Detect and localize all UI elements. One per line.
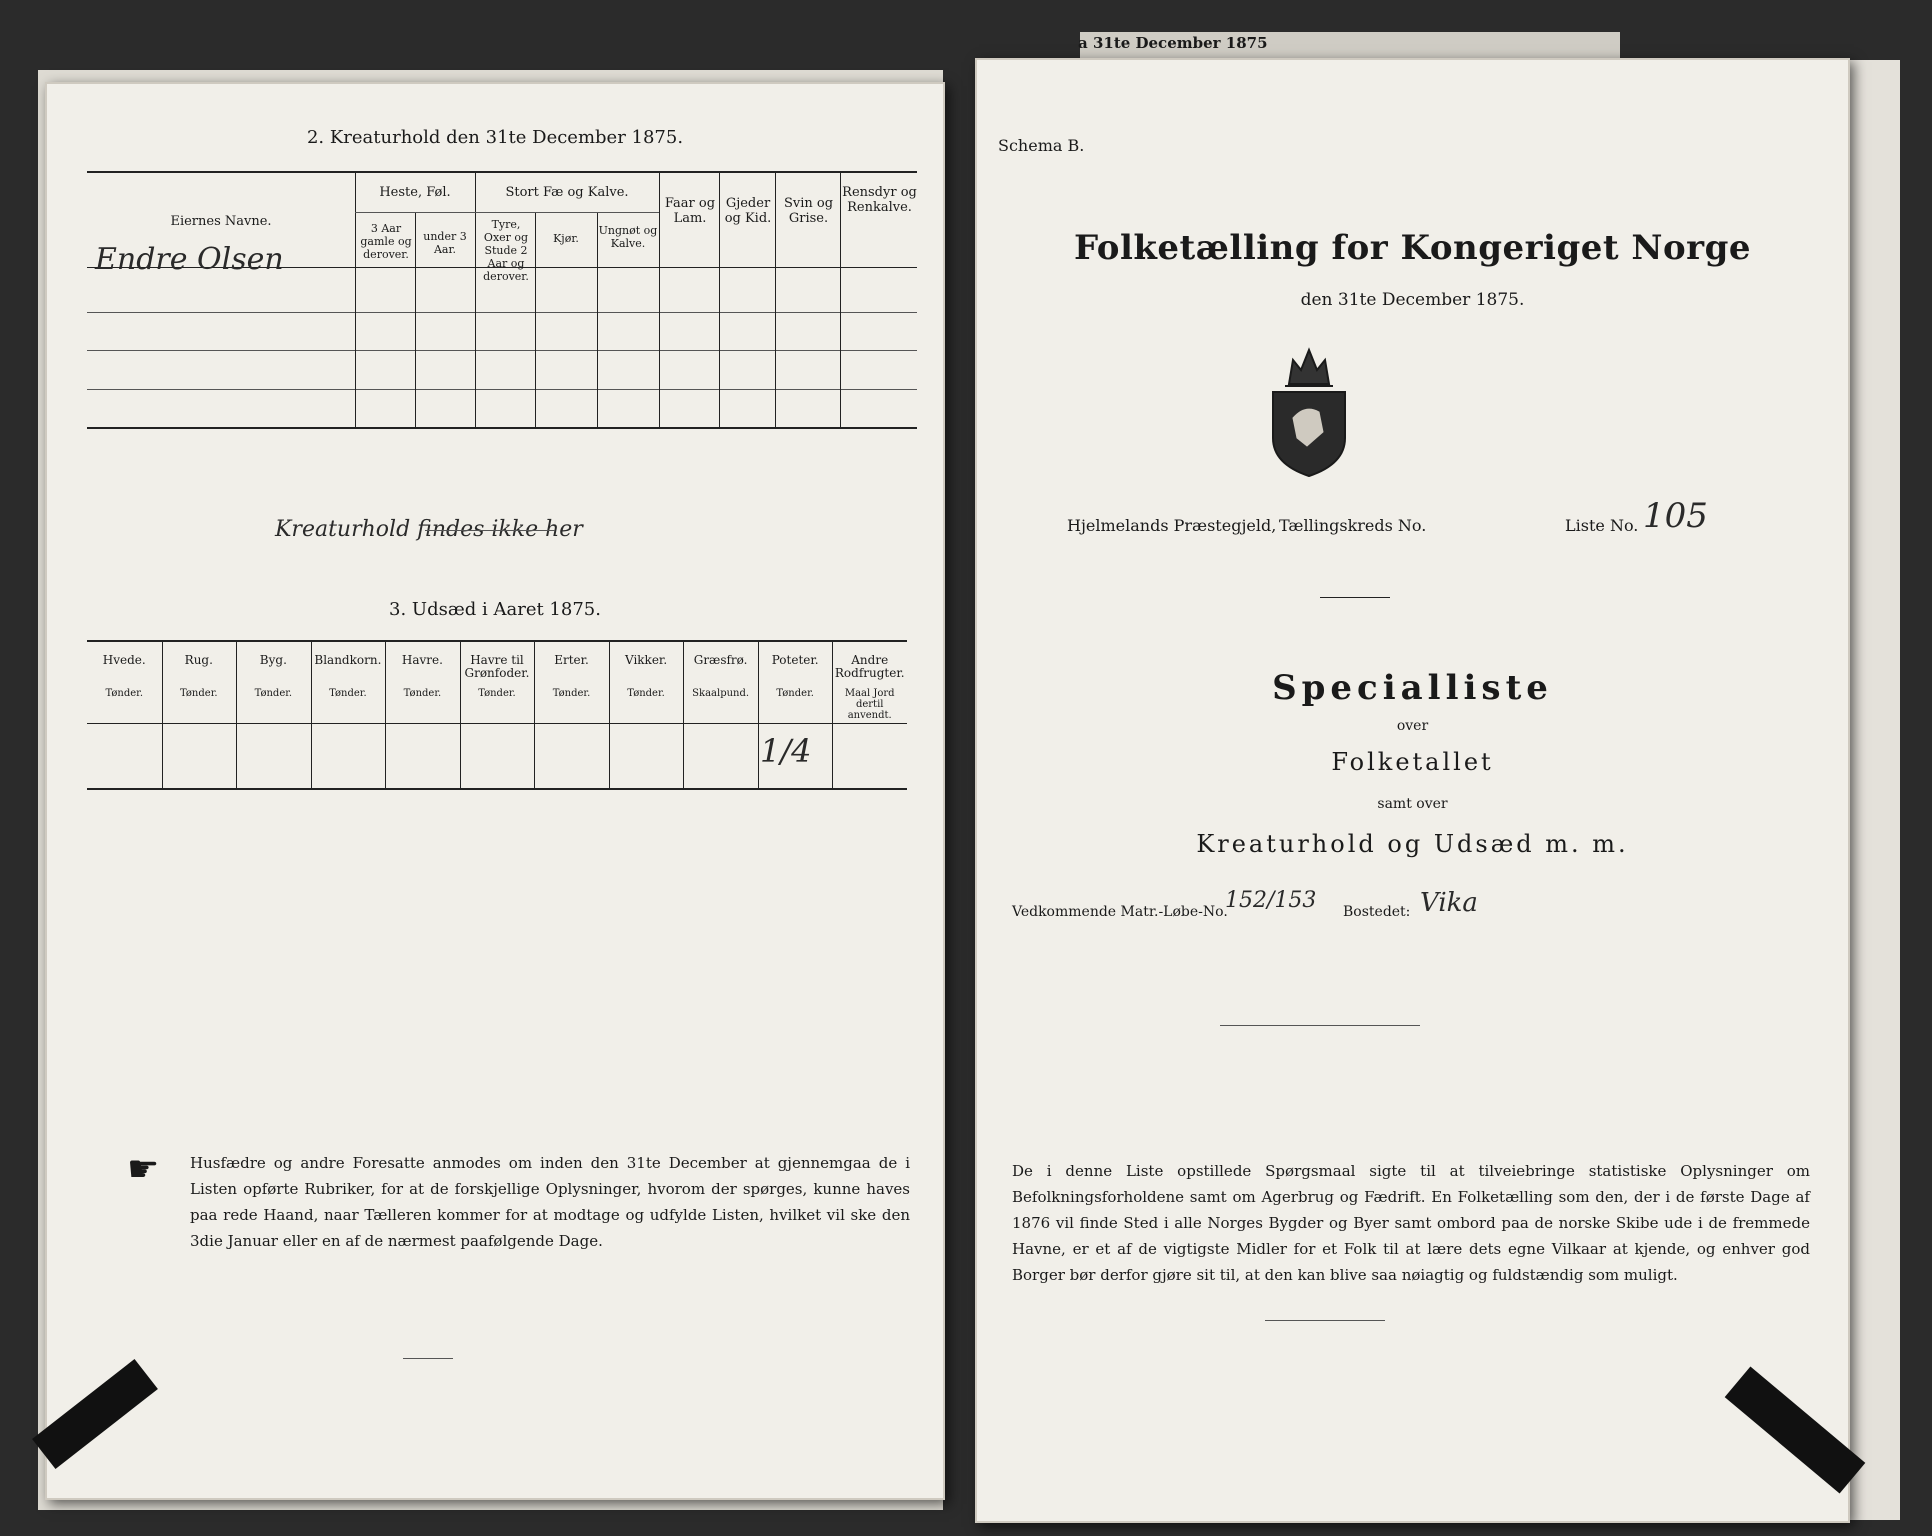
t2-col-stort-sub3: Ungnøt og Kalve. — [598, 224, 658, 250]
t2-top-rule — [87, 171, 917, 173]
schema-label: Schema B. — [998, 136, 1085, 155]
list-number: 105 — [1643, 496, 1708, 536]
t2-col-owner: Eiernes Navne. — [170, 214, 272, 229]
subtitle: den 31te December 1875. — [1300, 290, 1525, 310]
list-label: Liste No. — [1565, 516, 1639, 535]
left-footnote: Husfædre og andre Foresatte anmodes om inden den 31te December at gjennemgaa de i Listen opførte Rubriker, for at de forskjellige Oplysninger, hvorom der spørges, kunne haves paa rede Haand, naar Tælleren kommer for at modtage og udfylde Listen, hvilket vil ske den 3die Januar eller en af de nærmest paafølgende Dage. — [190, 1154, 910, 1250]
t2-subhead-rule-1 — [355, 212, 475, 213]
coat-of-arms-icon — [1267, 342, 1351, 478]
folketallet-title: Folketallet — [1331, 748, 1494, 776]
t3-col-unit: Tønder. — [627, 688, 665, 699]
rule-3 — [1265, 1320, 1385, 1321]
t3-bottom-rule — [87, 788, 907, 790]
t3-col-head: Erter. — [554, 653, 589, 667]
t2-col-faar: Faar og Lam. — [664, 196, 716, 226]
t3-col-head: Rug. — [184, 653, 213, 667]
bosted-label: Bostedet: — [1343, 904, 1411, 920]
t3-col-head: Havre. — [401, 653, 443, 667]
t3-col-unit: Tønder. — [403, 688, 442, 699]
district-label: Tællingskreds No. — [1279, 516, 1427, 535]
t3-col-unit: Tønder. — [105, 688, 144, 699]
t3-col-unit: Tønder. — [254, 688, 293, 699]
t2-col-line-3 — [475, 171, 476, 427]
t2-col-line-9 — [840, 171, 841, 427]
samt-over-label: samt over — [1377, 796, 1448, 812]
t3-col-unit: Skaalpund. — [692, 688, 750, 699]
t3-col-unit: Maal Jord dertil anvendt. — [844, 688, 895, 721]
t2-row-rule-2 — [87, 350, 917, 351]
t2-row-rule-3 — [87, 389, 917, 390]
rule-1 — [1320, 597, 1390, 598]
t2-col-rensdyr: Rensdyr og Renkalve. — [842, 185, 917, 215]
t3-col-head: Havre til Grønfoder. — [464, 653, 530, 680]
t2-col-stort-sub2: Kjør. — [553, 232, 579, 245]
t3-col-unit: Tønder. — [776, 688, 814, 699]
specialliste-title: Specialliste — [1272, 668, 1553, 708]
t2-col-stort: Stort Fæ og Kalve. — [505, 185, 629, 200]
t2-note: Kreaturhold findes ikke her — [275, 517, 583, 542]
t3-col-head: Græsfrø. — [693, 653, 748, 667]
t2-col-heste-sub1: 3 Aar gamle og derover. — [360, 222, 412, 261]
bottom-paragraph: De i denne Liste opstillede Spørgsmaal sigte til at tilveiebringe statistiske Oplysninger om Befolkningsforholdene samt om Agerbrug og Fædrift. En Folketælling som den, der i de første Dage af 1876 vil finde Sted i alle Norges Bygder og Byer samt ombord paa de norske Skibe ude i de fremmede Havne, er et af de vigtigste Midler for et Folk til at lære dets egne Vilkaar at kjende, og enhver god Borger bør derfor gjøre sit til, at den kan blive saa nøiagtig og fuldstændig som muligt. — [1012, 1162, 1810, 1284]
section3-title: 3. Udsæd i Aaret 1875. — [389, 599, 601, 620]
t2-col-stort-sub1: Tyre, Oxer og Stude 2 Aar og derover. — [483, 218, 529, 283]
t3-col-head: Blandkorn. — [314, 653, 382, 667]
parish-label: Hjelmelands Præstegjeld, — [1067, 516, 1277, 535]
t3-col-head: Hvede. — [102, 653, 146, 667]
matr-value: 152/153 — [1225, 888, 1317, 913]
t3-col-head: Vikker. — [624, 653, 668, 667]
matr-label: Vedkommende Matr.-Løbe-No. — [1012, 904, 1228, 920]
t2-col-heste: Heste, Føl. — [379, 185, 451, 200]
t2-col-line-8 — [775, 171, 776, 427]
bosted-value: Vika — [1420, 888, 1478, 918]
t3-poteter-value: 1/4 — [760, 732, 812, 770]
t2-col-line-6 — [659, 171, 660, 427]
t3-col-unit: Tønder. — [478, 688, 516, 699]
t3-top-rule — [87, 640, 907, 642]
main-title: Folketælling for Kongeriget Norge — [1073, 228, 1751, 268]
t2-col-line-7 — [719, 171, 720, 427]
rule-2 — [1220, 1025, 1420, 1026]
t3-col-head: Byg. — [259, 653, 287, 667]
t2-col-svin: Svin og Grise. — [783, 196, 834, 226]
t3-col-unit: Tønder. — [552, 688, 591, 699]
section2-title: 2. Kreaturhold den 31te December 1875. — [306, 127, 684, 148]
t3-head-rule — [87, 723, 907, 724]
t2-col-heste-sub2: under 3 Aar. — [423, 230, 467, 256]
t2-row-rule-1 — [87, 312, 917, 313]
t2-owner-row1: Endre Olsen — [95, 242, 284, 277]
pointing-hand-icon: ☛ — [127, 1149, 160, 1190]
t2-bottom-rule — [87, 427, 917, 429]
top-strip-heading: a 31te December 1875 — [1078, 34, 1268, 52]
t3-col-unit: Tønder. — [180, 688, 218, 699]
left-page — [45, 82, 945, 1500]
right-page — [975, 58, 1850, 1523]
left-bottom-dash — [403, 1358, 453, 1359]
t2-col-gjeder: Gjeder og Kid. — [724, 196, 772, 226]
t2-note-rule — [425, 530, 555, 531]
t2-subhead-rule-2 — [475, 212, 659, 213]
t3-col-unit: Tønder. — [329, 688, 367, 699]
over-label: over — [1396, 718, 1429, 734]
t2-col-line-1 — [355, 171, 356, 427]
kreaturhold-title: Kreaturhold og Udsæd m. m. — [1196, 830, 1629, 858]
t3-col-head: Poteter. — [771, 653, 819, 667]
t3-col-head: Andre Rodfrugter. — [834, 653, 905, 680]
